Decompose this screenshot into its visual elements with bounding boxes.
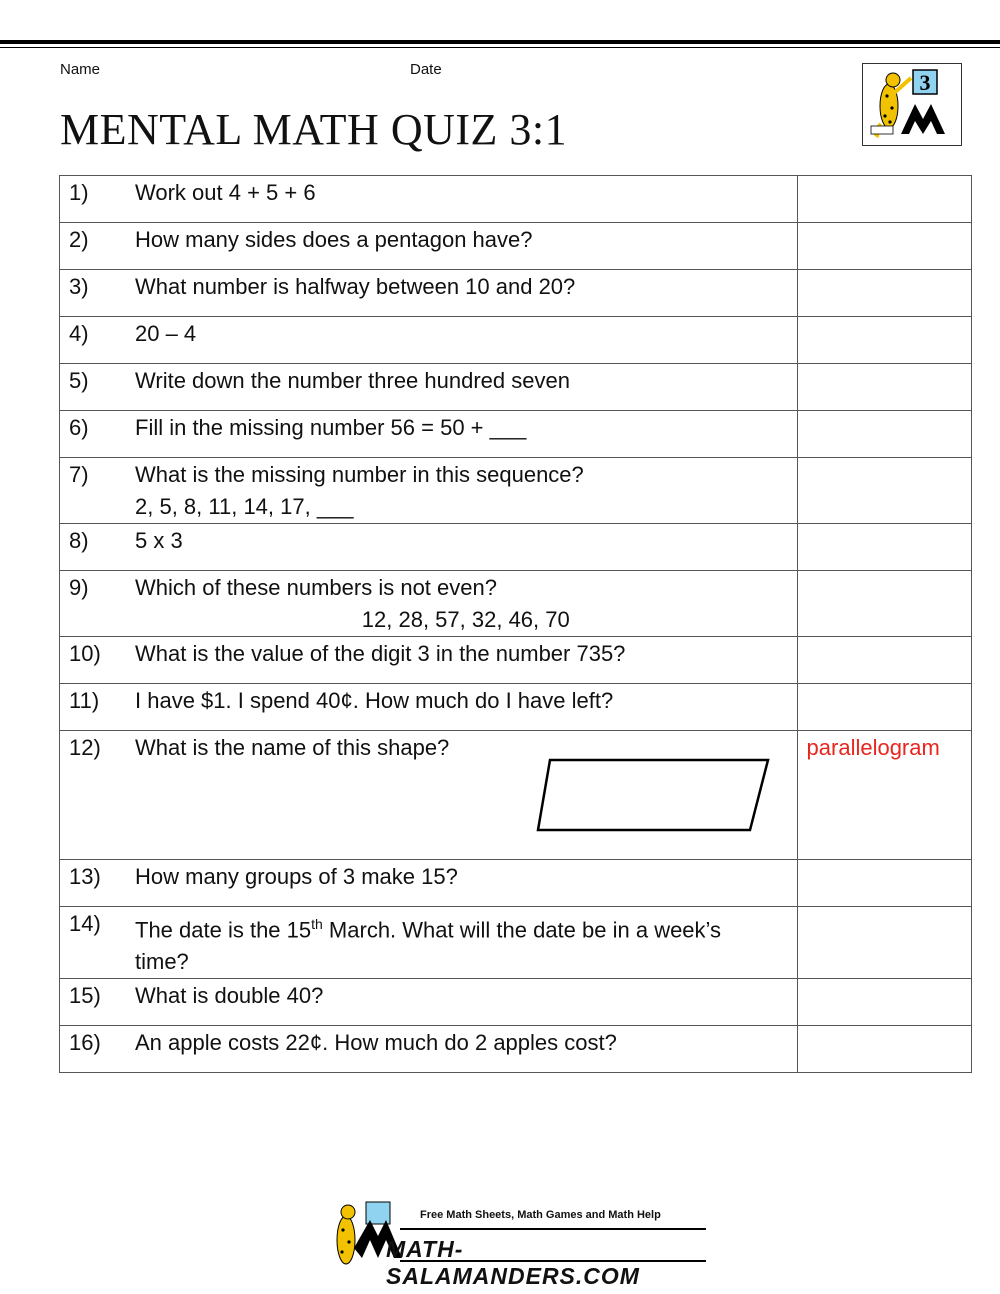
question-number: 8) (69, 528, 89, 553)
question-row (60, 317, 972, 364)
question-number: 13) (69, 864, 101, 889)
question-number: 15) (69, 983, 101, 1009)
answer-cell[interactable] (797, 317, 971, 364)
question-cell (60, 684, 798, 731)
question-row (60, 907, 972, 979)
answer-cell[interactable] (797, 979, 971, 1026)
question-text: 20 – 4 (135, 321, 197, 346)
question-number: 14) (69, 911, 101, 936)
question-text: Which of these numbers is not even? (135, 575, 497, 600)
answer-cell[interactable]: parallelogram (797, 731, 971, 860)
question-cell (60, 524, 798, 571)
question-row (60, 270, 972, 317)
question-number: 4) (69, 321, 89, 346)
answer-cell[interactable] (797, 907, 971, 979)
footer-site-name[interactable]: MATH-SALAMANDERS.COM (386, 1236, 640, 1289)
salamander-logo-icon (863, 64, 961, 145)
question-text: What number is halfway between 10 and 20? (135, 274, 576, 299)
question-text: What is the value of the digit 3 in the number 735? (135, 641, 626, 666)
question-number: 16) (69, 1030, 101, 1056)
question-text-part: The date is the 15 (135, 917, 312, 943)
question-row (60, 684, 972, 731)
answer-cell[interactable] (797, 684, 971, 731)
question-row (60, 979, 972, 1026)
grade-logo (862, 63, 962, 146)
question-row (60, 411, 972, 458)
ordinal-suffix: th (311, 916, 323, 932)
question-text-line2: 2, 5, 8, 11, 14, 17, ___ (135, 494, 354, 519)
name-label: Name (60, 61, 101, 78)
question-row (60, 731, 972, 860)
question-number: 7) (69, 462, 89, 487)
question-row (60, 176, 972, 223)
question-cell (60, 907, 798, 979)
question-number: 6) (69, 415, 89, 440)
question-row (60, 860, 972, 907)
date-label: Date (410, 61, 442, 78)
top-rule (0, 40, 1000, 44)
question-text: An apple costs 22¢. How much do 2 apples cost? (135, 1030, 617, 1056)
question-text: 5 x 3 (135, 528, 183, 553)
question-row (60, 524, 972, 571)
question-text (135, 908, 797, 946)
page-title: MENTAL MATH QUIZ 3:1 (60, 105, 568, 154)
question-cell (60, 571, 798, 637)
question-cell (60, 317, 798, 364)
question-text: What is double 40? (135, 983, 324, 1009)
question-text: Write down the number three hundred seven (135, 368, 570, 393)
question-row (60, 223, 972, 270)
answer-cell[interactable] (797, 637, 971, 684)
answer-cell[interactable] (797, 411, 971, 458)
question-text-line2: time? (135, 949, 189, 975)
question-number: 5) (69, 368, 89, 393)
answer-cell[interactable] (797, 1026, 971, 1073)
question-text-part: March. What will the date be in a week’s (322, 917, 722, 943)
question-cell (60, 411, 798, 458)
question-number: 10) (69, 641, 101, 666)
question-text: What is the name of this shape? (135, 735, 450, 760)
footer-logo (326, 1200, 708, 1289)
question-cell (60, 364, 798, 411)
footer-tagline: Free Math Sheets, Math Games and Math Help (420, 1209, 661, 1221)
question-text: How many sides does a pentagon have? (135, 227, 533, 252)
question-number: 2) (69, 227, 89, 252)
answer-cell[interactable] (797, 176, 971, 223)
answer-cell[interactable] (797, 364, 971, 411)
question-cell (60, 270, 798, 317)
question-cell (60, 458, 798, 524)
question-number: 1) (69, 180, 89, 205)
question-number: 11) (69, 688, 100, 713)
question-number: 3) (69, 274, 89, 299)
quiz-table (59, 175, 972, 1073)
question-text: Fill in the missing number 56 = 50 + ___ (135, 415, 527, 440)
question-cell (60, 731, 798, 860)
answer-cell[interactable] (797, 458, 971, 524)
question-cell (60, 1026, 798, 1073)
question-row (60, 571, 972, 637)
question-text: What is the missing number in this sequence? (135, 462, 584, 487)
question-cell (60, 176, 798, 223)
question-row (60, 1026, 972, 1073)
question-text-line2: 12, 28, 57, 32, 46, 70 (361, 607, 570, 632)
question-text: How many groups of 3 make 15? (135, 864, 458, 889)
question-cell (60, 223, 798, 270)
question-cell (60, 637, 798, 684)
question-number: 9) (69, 575, 89, 600)
svg-text:3: 3 (919, 70, 931, 95)
question-row (60, 637, 972, 684)
top-rule-thin (0, 47, 1000, 48)
answer-cell[interactable] (797, 571, 971, 637)
question-cell (60, 860, 798, 907)
question-text: I have $1. I spend 40¢. How much do I have left? (135, 688, 614, 713)
question-text: Work out 4 + 5 + 6 (135, 180, 316, 205)
answer-cell[interactable] (797, 223, 971, 270)
question-row (60, 364, 972, 411)
answer-cell[interactable] (797, 524, 971, 571)
question-cell (60, 979, 798, 1026)
question-row (60, 458, 972, 524)
answer-cell[interactable] (797, 270, 971, 317)
question-number: 12) (69, 735, 101, 760)
answer-cell[interactable] (797, 860, 971, 907)
parallelogram-shape (536, 756, 772, 834)
